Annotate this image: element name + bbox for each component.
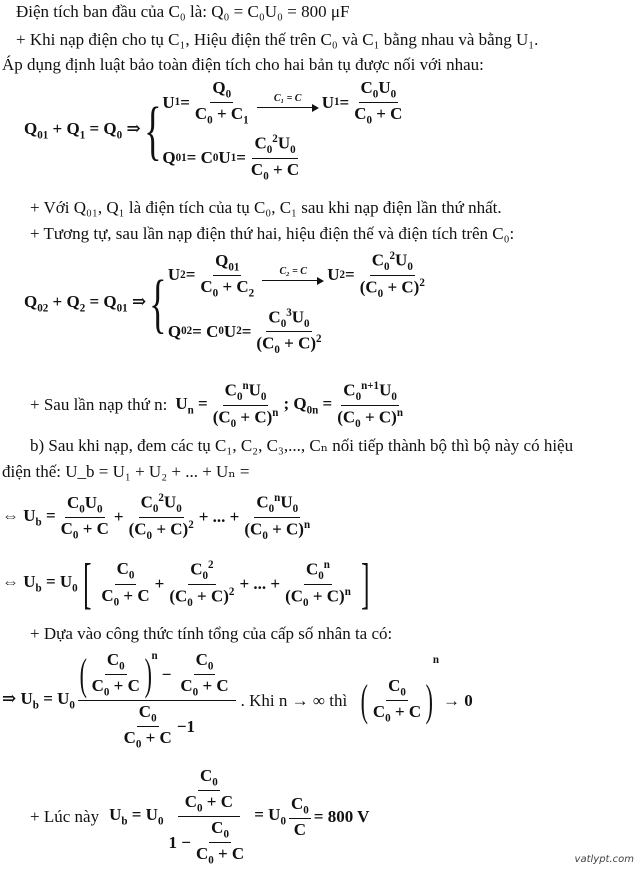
text-initial-charge: Điện tích ban đầu của C₀ là: Q₀ = C₀U₀ = 800 μF: [16, 2, 350, 21]
text-geometric-series: + Dựa vào công thức tính tổng của cấp số nhân ta có:: [30, 624, 393, 643]
arrow-c1-equals-c: C₁ = C: [257, 93, 319, 113]
equation-system-2: $Q_{02} + Q_2 = Q_{01}$ ⇒ { U 2 = $\frac{Q_{01}}{C_0 + C_2}$ C₂ = C U 2 = $\frac{C_0^2U_0}{(C_0 + C)^2}$ Q 02 = C 0 U 2 = $\frac{C_0^3U_0}{(C_0 + C)^2}$: [24, 250, 425, 357]
text-part-b: b) Sau khi nạp, đem các tụ C₁, C₂, C₃,..., Cₙ nối tiếp thành bộ thì bộ này có hiệu: [30, 436, 574, 455]
text-similarly: + Tương tự, sau lần nạp điện thứ hai, hiệu điện thế và điện tích trên C₀:: [30, 224, 515, 243]
text-apply-law: Áp dụng định luật bảo toàn điện tích cho hai bản tụ được nối với nhau:: [2, 55, 484, 74]
arrow-c2-equals-c: C₂ = C: [262, 266, 324, 286]
watermark: vatlypt.com: [574, 853, 634, 865]
equation-ub-factored: ⇔ $U_b = U_0$ [ $\frac{C_0}{C_0 + C}$ + $\frac{C_0^2}{(C_0 + C)^2}$ + ... + $\frac{C_0^n}{(C_0 + C)^n}$ ]: [2, 553, 370, 615]
equation-ub-expanded: ⇔ $U_b$ = $\frac{C_0U_0}{C_0 + C}$ + $\frac{C_0^2U_0}{(C_0 + C)^2}$ + ... + $\frac{C_0^nU_0}{(C_0 + C)^n}$: [2, 492, 311, 542]
equation-geometric-sum: ⇒ $U_b = U_0$ ( $\frac{C_0}{C_0 + C}$ ) $^n$ − $\frac{C_0}{C_0 + C}$ $\frac{C_0}{C_0 + C}$ −1 . Khi n → ∞ thì ( $\frac{C_0}{C_0 + C}$ ) n → 0: [2, 649, 473, 751]
equation-after-n: + Sau lần nạp thứ n: $U_n$ = $\frac{C_0^nU_0}{(C_0 + C)^n}$ ; $Q_{0n}$ = $\frac{C_0^{n+1}U_0}{(C_0 + C)^n}$: [30, 380, 403, 430]
text-charging-c1: + Khi nạp điện cho tụ C₁, Hiệu điện thế trên C₀ và C₁ bằng nhau và bằng U₁.: [16, 30, 539, 49]
equation-final-result: + Lúc này $U_b = U_0$ $\frac{C_0}{C_0 + C}$ 1 − $\frac{C_0}{C_0 + C}$ = $U_0$ $\frac{C_0}{C}$ = 800 V: [30, 766, 370, 867]
text-ub-sum: điện thế: U_b = U₁ + U₂ + ... + Uₙ =: [2, 462, 250, 481]
equation-system-1: $Q_{01} + Q_1 = Q_0$ ⇒ { U 1 = $\frac{Q_0}{C_0 + C_1}$ C₁ = C U 1 = $\frac{C_0U_0}{C_0 + C}$ Q 01 = C 0 U 1 = $\frac{C_0^2U_0}{C_0 + C}$: [24, 78, 403, 183]
text-where-q01: + Với Q₀₁, Q₁ là điện tích của tụ C₀, C₁ sau khi nạp điện lần thứ nhất.: [30, 198, 502, 217]
